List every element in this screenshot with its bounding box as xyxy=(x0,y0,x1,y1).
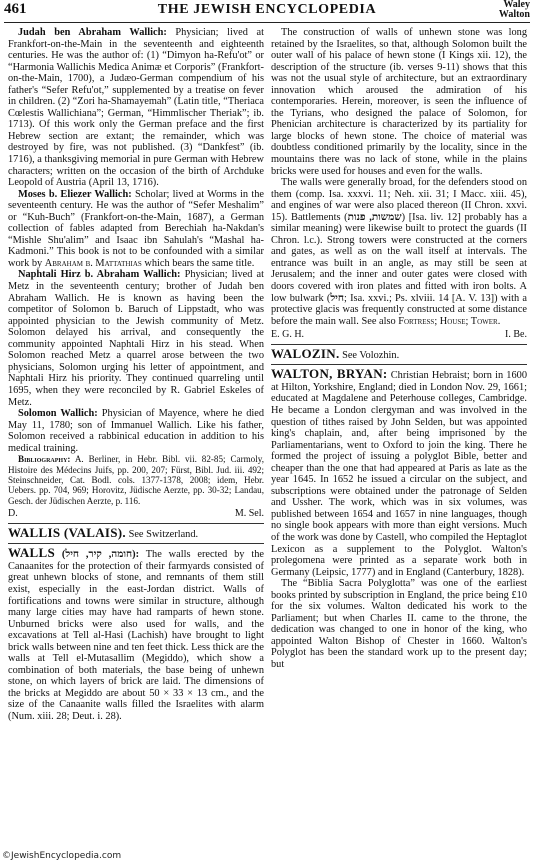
entry-text: which bears the same title. xyxy=(141,257,255,269)
signature xyxy=(271,329,527,341)
article-judah-ben-abraham-wallich xyxy=(8,27,264,189)
article-walls xyxy=(8,547,264,722)
guide-words xyxy=(499,0,530,20)
watermark: ©JewishEncyclopedia.com xyxy=(2,851,122,861)
right-column xyxy=(271,27,527,853)
left-column xyxy=(8,27,264,853)
signature xyxy=(8,508,264,520)
entry-text: Physician of Mayence, where he died May 11, 1780; son of Immanuel Wallich. Like his father, Solomon received a rabbinical education in addition to his medical training. xyxy=(8,408,264,454)
entry-heading: Solomon Wallich: xyxy=(18,408,98,420)
article-wallis xyxy=(8,524,264,541)
article-walton-bryan-continued: The “Biblia Sacra Polyglotta” was one of the earliest books printed by subscription in England, the price being £10 for the six volumes. Walton dedicated his work to the Parliament; but when Charles II. came to the throne, the dedication was changed to one in honor of the king, who appointed Walton Bishop of Chester in 1660. Walton's Polyglot has been the standard work up to the present day; but xyxy=(271,578,527,670)
article-walls-continued: The construction of walls of unhewn stone was long retained by the Israelites, so that, although Solomon built the outer wall of his palace of hewn stone (I Kings xii. 12), the description of the structure (ib. verses 9-11) shows that this was not the usual style of architecture, but an extraordinary innovation which aroused the admiration of his contemporaries. Herein, moreover, is seen the influence of the Tyrians, who designed the palace of Solomon, for Phenician architecture is characterized by its partiality for large blocks of hewn stone. The choice of material was doubtless conditioned primarily by the locality, since in the mountains there was no lack of stone, while in the plains bricks were used for houses and even for the walls. xyxy=(271,27,527,177)
guide-word-top: Waley xyxy=(503,0,530,10)
bibliography-text: A. Berliner, in Hebr. Bibl. vii. 82-85; Carmoly, Histoire des Médecins Juifs, pp. 200, 207; Fürst, Bibl. Jud. iii. 492; Steinschneider, Cat. Bodl. cols. 1377-1378, 2008; idem, Hebr. Uebers. pp. 704, 969; Horovitz, Jüdische Aerzte, pp. 30-32; Landau, Gesch. der Jüdischen Aerzte, p. 116. xyxy=(8,454,264,506)
entry-heading: Judah ben Abraham Wallich: xyxy=(18,27,167,38)
entry-heading: WALTON, BRYAN: xyxy=(271,366,388,382)
entry-text: ; Isa. xxvi.; Ps. xlviii. 14 [A. V. 13]) with a protective glacis was frequently constructed at some distance before the main wall. See also xyxy=(271,292,527,327)
article-naphtali-hirz-wallich xyxy=(8,269,264,408)
article-moses-b-eliezer-wallich xyxy=(8,189,264,270)
divider xyxy=(271,344,527,345)
running-header xyxy=(4,0,530,23)
entry-heading: Naphtali Hirz b. Abraham Wallich: xyxy=(18,269,181,281)
entry-heading: WALOZIN. xyxy=(271,345,340,361)
entry-heading: WALLIS (VALAIS). xyxy=(8,524,126,540)
running-title: THE JEWISH ENCYCLOPEDIA xyxy=(157,2,377,17)
entry-heading: WALLS xyxy=(8,545,56,561)
cross-reference: Fortress; House; Tower. xyxy=(398,315,501,327)
hebrew-term: שמשות, פנות xyxy=(347,211,402,223)
signature-right: M. Sel. xyxy=(234,508,264,520)
entry-text: Physician; lived at Frankfort-on-the-Main in the seventeenth and eighteenth centuries. He was the author of: (1) “Dimyon ha-Refu'ot” or “Harmonia Wallichis Medica Animæ et Corporis” (Frankfort-on-the-Main, 1700), a Judæo-German compendium of his father's “Sefer Refu'ot,” supplemented by a treatise on fever in children. (2) “Zori ha-Shamayemah” (Latin title, “Theriaca Cœlestis Wallichiana”; German, “Himmlischer Theriak”; ib. 1713). Of this work only the German preface and the first Hebrew section are extant; the remainder, which was destroyed by fire, was not published. (3) “Dankfest” (ib. 1716), a thanksgiving memorial in pure German with Hebrew characters; written on the occasion of the birth of Archduke Leopold of Austria (April 13, 1716). xyxy=(8,27,264,189)
divider xyxy=(8,543,264,544)
entry-heading: Moses b. Eliezer Wallich: xyxy=(18,188,132,200)
signature-right: I. Be. xyxy=(505,329,527,341)
article-solomon-wallich xyxy=(8,408,264,454)
article-walozin xyxy=(271,345,527,362)
hebrew-terms: (חומה, קיר, חיל): xyxy=(55,549,140,561)
bibliography-label: Bibliography: xyxy=(18,454,71,465)
guide-word-bottom: Walton xyxy=(498,9,530,20)
entry-text: Scholar; lived at Worms in the seventeenth century. He was the author of “Sefer Meshalim” or “Kuh-Buch” (Frankfort-on-the-Main, 1687), a German collection of fables adapted from Berechiah ha-Nakdan's “Mishle Shu'alim” and Isaac ibn Sahulah's “Mashal ha-Kadmoni.” This book is not to be confounded with a similar work by xyxy=(8,188,264,269)
entry-text: The walls erected by the Canaanites for the protection of their farmyards consisted of great unhewn blocks of stone, and remnants of them still exist, especially in the east-Jordan district. Walls of fortifications and towns were similar in structure, although many large cities may have had ramparts of hewn stone. Unburned bricks were also used for walls, and the excavations at Tell al-Hasi (Lachish) have brought to light brick walls between nine and ten feet thick. Less thick are the walls at Tell el-Mutasallim (Megiddo), which show a combination of both materials, the base being of unhewn stone, on which layers of brick are laid. The dimensions of the bricks at Megiddo are about 50 × 33 × 13 cm., and the size of the Canaanite walls filled the Israelites with alarm (Num. xiii. 28; Deut. i. 28). xyxy=(8,549,264,723)
cross-reference: Abraham b. Mattathias xyxy=(44,257,142,269)
article-walls-continued-2 xyxy=(271,177,527,327)
page-number: 461 xyxy=(4,1,27,17)
divider xyxy=(8,523,264,524)
entry-text: Physician; lived at Metz in the seventeenth century; brother of Judah ben Abraham Wallich. He is known as having been the competitor of Solomon b. Baruch of Lippstadt, who was appointed physician to the Jewish community of Metz. Solomon delayed his arrival, and consequently the community appointed Naphtali Hirz in his stead. When Solomon reached Metz a quarrel arose between the two physicians, Solomon urging his letter of appointment, and Naphtali Hirz his priority. They continued quarreling until 1695, when they were reconciled by R. Gabriel Eskeles of Metz. xyxy=(8,269,264,408)
divider xyxy=(271,364,527,365)
entry-text: ) [Isa. liv. 12] probably has a similar meaning) were likewise built to protect the guards (II Chron. l.c.). Strong towers were constructed at the corners and gates, as well as on the wall itself at intervals. The entrance was built in an angle, as may still be seen at Jerusalem; and the inner and outer gates were closed with doors covered with iron plates and fitted with iron bolts. A low bulwark ( xyxy=(271,211,527,304)
entry-text: See Volozhin. xyxy=(339,349,400,361)
bibliography xyxy=(8,454,264,506)
entry-text: Christian Hebraist; born in 1600 at Hilton, Yorkshire, England; died in London Nov. 29, 1661; educated at Magdalene and Peterhouse colleges, Cambridge. He became a London clergyman and was involved in the question of tithes raised by John Selden, but was appointed king's chaplain, and, after being imprisoned by the Parliamentarians, went to Oxford to join the king. There he formed the project of issuing a polyglot Bible, better and cheaper than the one that had appeared at Paris as late as the year 1645. In 1652 he issued a circular on the subject, and subscriptions were obtained under the patronage of Selden and Ussher. The work, which was in six volumes, was published between 1654 and 1657 in nine languages, though no single book appears with more than eight versions. Much of the work was done by Castell, who compiled the Heptaglot Lexicon as a supplement to the Polyglot. Walton's prolegomena were printed as a separate work both in Germany (Leipsic, 1777) and in England (Canterbury, 1828). xyxy=(271,370,527,578)
article-walton-bryan xyxy=(271,368,527,578)
entry-text: See Switzerland. xyxy=(126,528,199,540)
signature-left: D. xyxy=(8,508,18,520)
entry-text: The walls were generally broad, for the defenders stood on them (comp. Isa. xxxvi. 11; Neh. xii. 31; I Macc. xiii. 45), and engines of war were also placed thereon (II Chron. xxvi. 15). Battlements ( xyxy=(271,177,527,223)
hebrew-term: חיל xyxy=(330,292,344,304)
signature-left: E. G. H. xyxy=(271,329,305,341)
